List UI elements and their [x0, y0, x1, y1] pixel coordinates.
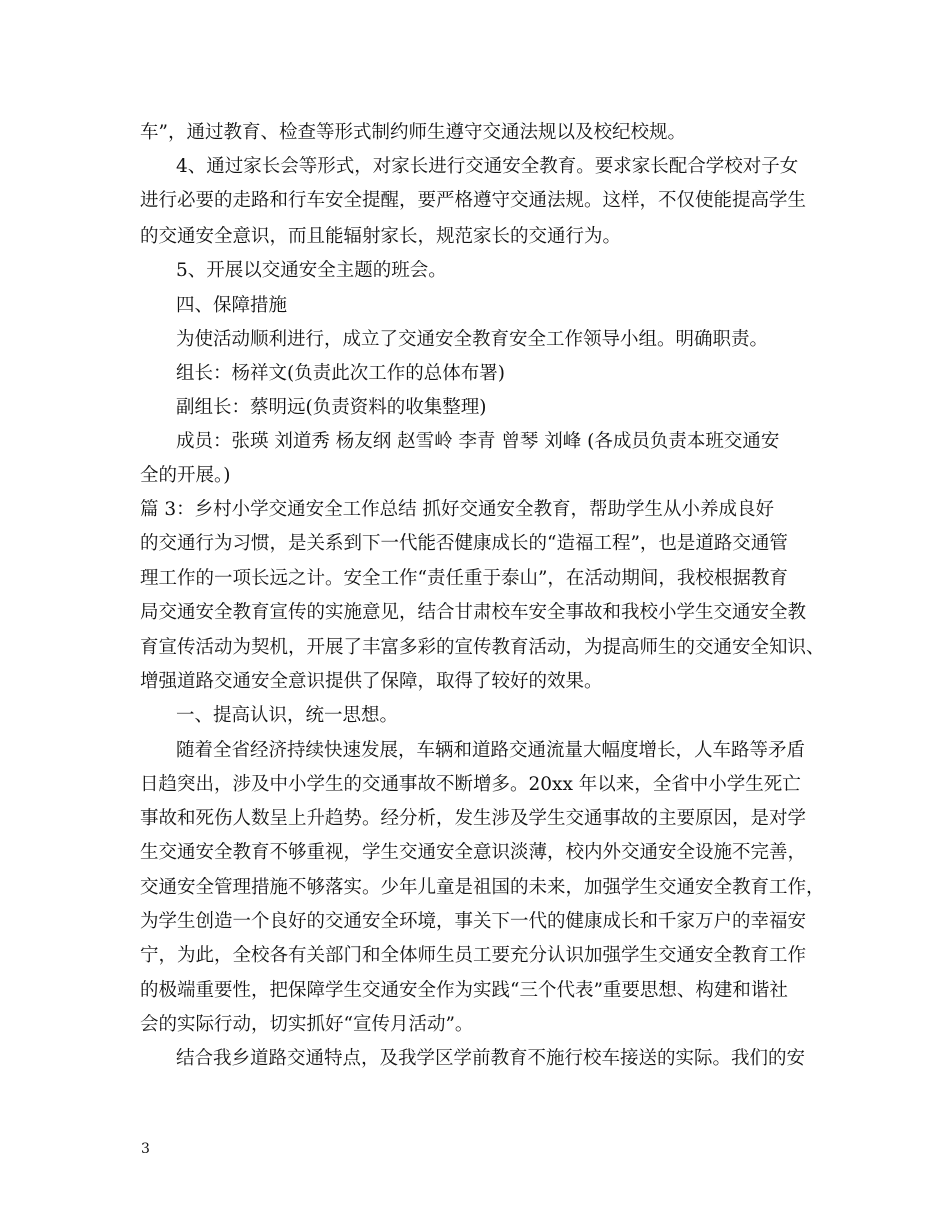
text-line: 的极端重要性，把保障学生交通安全作为实践“三个代表”重要思想、构建和谐社: [140, 980, 788, 1001]
text-line: 理工作的一项长远之计。安全工作“责任重于泰山”，在活动期间，我校根据教育: [140, 568, 788, 589]
text-line: 结合我乡道路交通特点，及我学区学前教育不施行校车接送的实际。我们的安: [176, 1048, 806, 1069]
text-line: 成员：张瑛 刘道秀 杨友纲 赵雪岭 李青 曾琴 刘峰 (各成员负责本班交通安: [176, 431, 780, 452]
text-line: 的交通行为习惯，是关系到下一代能否健康成长的“造福工程”，也是道路交通管: [140, 533, 788, 554]
text-line: 日趋突出，涉及中小学生的交通事故不断增多。20xx 年以来，全省中小学生死亡: [140, 774, 801, 795]
text-line: 事故和死伤人数呈上升趋势。经分析，发生涉及学生交通事故的主要原因，是对学: [140, 808, 807, 829]
text-line: 副组长：蔡明远(负责资料的收集整理): [176, 397, 487, 418]
text-line: 育宣传活动为契机，开展了丰富多彩的宣传教育活动，为提高师生的交通安全知识、: [140, 637, 825, 658]
text-line: 进行必要的走路和行车安全提醒，要严格遵守交通法规。这样，不仅使能提高学生: [140, 190, 807, 211]
text-line: 组长：杨祥文(负责此次工作的总体布署): [176, 363, 505, 384]
page-number: 3: [141, 1141, 150, 1157]
section-heading: 一、提高认识，统一思想。: [176, 705, 399, 726]
text-line: 5、开展以交通安全主题的班会。: [176, 260, 447, 281]
text-line: 4、通过家长会等形式，对家长进行交通安全教育。要求家长配合学校对子女: [176, 156, 799, 177]
text-line: 为使活动顺利进行，成立了交通安全教育安全工作领导小组。明确职责。: [176, 329, 769, 350]
text-line: 会的实际行动，切实抓好“宣传月活动”。: [140, 1014, 474, 1035]
text-line: 局交通安全教育宣传的实施意见，结合甘肃校车安全事故和我校小学生交通安全教: [140, 602, 807, 623]
text-line: 车”，通过教育、检查等形式制约师生遵守交通法规以及校纪校规。: [140, 122, 686, 143]
text-line: 宁，为此，全校各有关部门和全体师生员工要充分认识加强学生交通安全教育工作: [140, 945, 807, 966]
text-line: 全的开展。): [140, 465, 231, 486]
text-line: 生交通安全教育不够重视，学生交通安全意识淡薄，校内外交通安全设施不完善，: [140, 842, 807, 863]
text-line: 为学生创造一个良好的交通安全环境，事关下一代的健康成长和千家万户的幸福安: [140, 911, 807, 932]
article-title-line: 篇 3：乡村小学交通安全工作总结 抓好交通安全教育，帮助学生从小养成良好: [140, 499, 775, 520]
text-line: 随着全省经济持续快速发展，车辆和道路交通流量大幅度增长，人车路等矛盾: [176, 740, 806, 761]
text-line: 的交通安全意识，而且能辐射家长，规范家长的交通行为。: [140, 226, 622, 247]
text-line: 增强道路交通安全意识提供了保障，取得了较好的效果。: [140, 671, 603, 692]
text-line: 交通安全管理措施不够落实。少年儿童是祖国的未来，加强学生交通安全教育工作，: [140, 877, 825, 898]
section-heading: 四、保障措施: [176, 295, 288, 316]
